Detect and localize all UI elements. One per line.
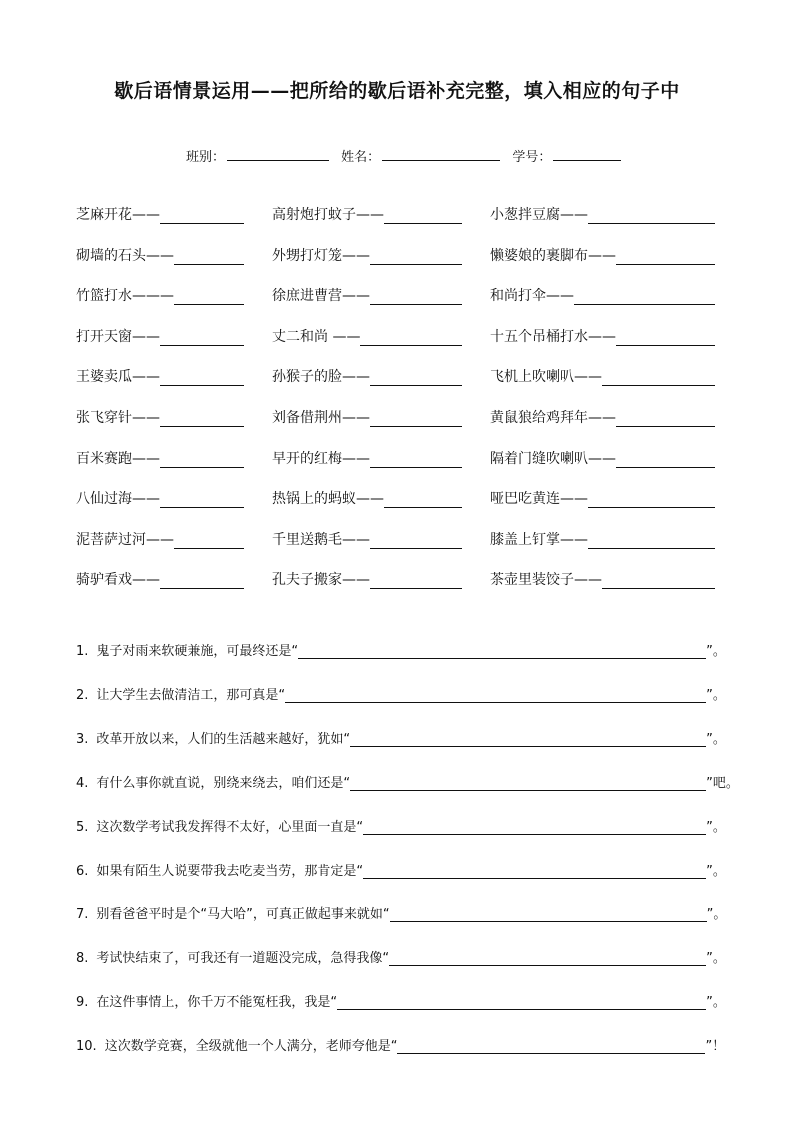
answer-blank[interactable] [370,248,462,265]
idiom-item [272,285,462,305]
idiom-item [272,204,462,224]
idiom-item [76,448,244,468]
sentence-text: 有什么事你就直说，别绕来绕去，咱们还是“ [96,775,351,791]
sentence-number: 3. [76,731,89,747]
sentence-item [76,903,726,922]
idiom-item [76,366,244,386]
sentence-text: 这次数学竞赛，全级就他一个人满分，老师夸他是“ [104,1039,398,1055]
idiom-text: 懒婆娘的裹脚布—— [490,247,616,264]
idiom-item [76,569,244,589]
idiom-text: 张飞穿针—— [76,409,160,426]
answer-line[interactable] [285,687,706,703]
idiom-text: 高射炮打蚊子—— [272,207,384,223]
answer-blank[interactable] [370,532,462,549]
idiom-item [272,569,462,589]
answer-blank[interactable] [370,410,462,427]
answer-line[interactable] [298,643,706,659]
answer-blank[interactable] [370,451,462,468]
idiom-item [76,204,244,224]
sentence-end: ”！ [705,1039,726,1055]
class-field[interactable] [227,146,329,161]
sentence-text: 鬼子对雨来软硬兼施，可最终还是“ [96,644,299,659]
answer-line[interactable] [350,731,706,747]
sentence-item [76,816,726,835]
idiom-item [272,448,462,468]
sentence-item [76,640,726,659]
idiom-text: 芝麻开花—— [76,207,160,223]
idiom-text: 打开天窗—— [76,328,160,345]
sentence-text: 这次数学考试我发挥得不太好，心里面一直是“ [96,819,364,835]
answer-blank[interactable] [360,329,462,346]
idiom-text: 泥菩萨过河—— [76,531,174,548]
sentence-item [76,728,726,747]
answer-blank[interactable] [574,288,715,305]
sentence-end: ”。 [706,819,726,835]
sentence-text: 考试快结束了，可我还有一道题没完成，急得我像“ [96,951,390,967]
idiom-item [490,529,715,549]
sentence-end: ”吧。 [706,775,739,791]
answer-blank[interactable] [588,532,715,549]
idiom-text: 和尚打伞—— [490,288,574,305]
answer-blank[interactable] [616,451,715,468]
answer-line[interactable] [350,775,706,791]
answer-blank[interactable] [174,248,244,265]
sentence-item [76,991,726,1010]
answer-blank[interactable] [370,369,462,386]
sentence-item [76,684,726,703]
answer-blank[interactable] [174,288,244,305]
name-label: 姓名： [341,150,381,165]
idiom-text: 徐庶进曹营—— [272,288,370,305]
idiom-item [272,407,462,427]
idiom-text: 飞机上吹喇叭—— [490,369,602,386]
answer-blank[interactable] [160,410,244,427]
idiom-text: 孔夫子搬家—— [272,572,370,589]
answer-blank[interactable] [174,532,244,549]
sentence-end: ”。 [706,951,726,967]
idiom-item [76,529,244,549]
idiom-item [490,285,715,305]
idiom-item [76,488,244,508]
idiom-text: 膝盖上钉掌—— [490,531,588,548]
idiom-item [490,407,715,427]
answer-blank[interactable] [616,329,715,346]
idiom-text: 十五个吊桶打水—— [490,328,616,345]
sentence-number: 10. [76,1039,97,1055]
answer-line[interactable] [337,994,706,1010]
idiom-text: 丈二和尚 —— [272,328,361,345]
answer-line[interactable] [390,906,707,922]
idiom-text: 王婆卖瓜—— [76,369,160,386]
page-title: 歇后语情景运用——把所给的歇后语补充完整，填入相应的句子中 [114,80,680,102]
sentence-end: ”。 [706,863,726,879]
sentence-text: 如果有陌生人说要带我去吃麦当劳，那肯定是“ [96,863,364,879]
idiom-text: 外甥打灯笼—— [272,247,370,264]
sentence-number: 4. [76,775,89,791]
answer-blank[interactable] [384,491,462,508]
answer-blank[interactable] [370,572,462,589]
idiom-item [272,366,462,386]
sentence-item [76,1035,725,1054]
sentence-number: 5. [76,819,89,835]
idiom-text: 百米赛跑—— [76,450,160,467]
answer-blank[interactable] [160,329,244,346]
answer-line[interactable] [363,819,706,835]
idiom-item [272,488,462,508]
idiom-item [272,245,462,265]
answer-blank[interactable] [370,288,462,305]
answer-blank[interactable] [160,207,244,224]
idiom-item [76,407,244,427]
idiom-item [490,366,715,386]
idiom-item [76,326,244,346]
id-field[interactable] [553,146,621,161]
answer-blank[interactable] [602,369,715,386]
idiom-item [272,529,462,549]
sentence-end: ”。 [706,731,726,747]
idiom-item [490,245,715,265]
answer-blank[interactable] [588,207,715,224]
answer-blank[interactable] [616,410,715,427]
idiom-text: 黄鼠狼给鸡拜年—— [490,409,616,426]
idiom-text: 砌墙的石头—— [76,247,174,264]
answer-blank[interactable] [588,491,715,508]
idiom-text: 热锅上的蚂蚁—— [272,491,384,508]
sentence-number: 1. [76,644,89,659]
sentence-item [76,947,726,966]
name-field[interactable] [382,146,500,161]
idiom-item [490,326,715,346]
idiom-item [490,569,715,589]
sentence-end: ”。 [706,907,727,923]
idiom-text: 早开的红梅—— [272,450,370,467]
sentence-text: 在这件事情上，你千万不能冤枉我，我是“ [96,995,338,1011]
idiom-item [490,488,715,508]
idiom-text: 千里送鹅毛—— [272,531,370,548]
answer-blank[interactable] [602,572,715,589]
answer-blank[interactable] [160,369,244,386]
idiom-text: 孙猴子的脸—— [272,369,370,386]
id-label: 学号： [512,150,552,165]
idiom-text: 骑驴看戏—— [76,572,160,589]
idiom-text: 刘备借荆州—— [272,409,370,426]
answer-blank[interactable] [384,207,462,224]
idiom-text: 隔着门缝吹喇叭—— [490,450,616,467]
sentence-text: 改革开放以来，人们的生活越来越好，犹如“ [96,731,351,747]
sentence-end: ”。 [706,995,726,1011]
sentence-item [76,772,739,791]
answer-line[interactable] [363,863,706,879]
sentence-end: ”。 [706,687,726,703]
idiom-text: 小葱拌豆腐—— [490,207,588,223]
idiom-text: 哑巴吃黄连—— [490,491,588,508]
sentence-item [76,860,726,879]
answer-blank[interactable] [160,491,244,508]
idiom-item [490,448,715,468]
idiom-text: 八仙过海—— [76,491,160,508]
idiom-item [76,245,244,265]
idiom-item [76,285,244,305]
sentence-number: 6. [76,863,89,879]
student-info [186,146,629,165]
answer-line[interactable] [397,1038,705,1054]
idiom-item [272,326,462,346]
sentence-text: 别看爸爸平时是个“马大哈”，可真正做起事来就如“ [96,907,390,923]
answer-blank[interactable] [160,572,244,589]
idiom-text: 竹篮打水——— [76,288,174,305]
answer-blank[interactable] [160,451,244,468]
answer-line[interactable] [389,950,706,966]
sentence-end: ”。 [706,644,726,659]
sentence-number: 7. [76,907,89,923]
class-label: 班别： [186,150,226,165]
idiom-text: 茶壶里装饺子—— [490,572,602,589]
idiom-item [490,204,715,224]
answer-blank[interactable] [616,248,715,265]
sentence-text: 让大学生去做清洁工，那可真是“ [96,687,286,703]
sentence-number: 2. [76,687,89,703]
sentence-number: 8. [76,951,89,967]
sentence-number: 9. [76,995,89,1011]
